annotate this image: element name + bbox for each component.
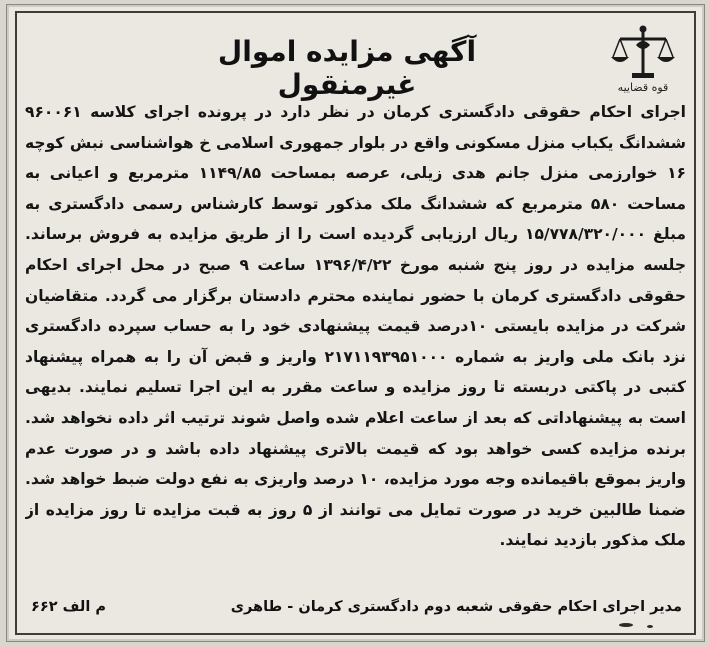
notice-header (7, 23, 704, 101)
newspaper-clipping (6, 4, 705, 642)
ink-speck (619, 623, 633, 627)
notice-signature: مدیر اجرای احکام حقوقی شعبه دوم دادگستری کرمان - طاهری (230, 599, 682, 615)
judiciary-emblem (608, 23, 678, 99)
ink-speck (647, 625, 653, 628)
notice-footer (27, 599, 682, 625)
emblem-caption: قوه قضاییه (617, 81, 669, 94)
ad-code: م الف ۶۶۲ (31, 599, 106, 615)
notice-body: اجرای احکام حقوقی دادگستری کرمان در نظر دارد در پرونده اجرای کلاسه ۹۶۰۰۶۱ ششدانگ یکباب منزل مسکونی واقع در بلوار جمهوری اسلامی خ هواشناسی نبش کوچه ۱۶ خوارزمی منزل جانم هدی زیلی، عرصه بمساحت ۱۱۴۹/۸۵ مترمربع و اعیانی به مساحت ۵۸۰ مترمربع که ششدانگ ملک مذکور توسط کارشناس رسمی دادگستری به مبلغ ۱۵/۷۷۸/۳۲۰/۰۰۰ ریال ارزیابی گردیده است را از طریق مزایده به فروش برساند. جلسه مزایده در روز پنج شنبه مورخ ۱۳۹۶/۴/۲۲ ساعت ۹ صبح در محل اجرای احکام حقوقی دادگستری کرمان با حضور نماینده محترم دادستان برگزار می گردد. متقاضیان شرکت در مزایده بایستی ۱۰درصد قیمت پیشنهادی خود را به حساب سپرده دادگستری نزد بانک ملی واریز به شماره ۲۱۷۱۱۹۳۹۵۱۰۰۰ واریز و قبض آن را به همراه پیشنهاد کتبی در پاکتی دربسته تا روز مزایده و ساعت مقرر به این اجرا تسلیم نمایند. بدیهی است به پیشنهاداتی که بعد از ساعت اعلام شده واصل شوند ترتیب اثر داده نخواهد شد. برنده مزایده کسی خواهد بود که قیمت بالاتری پیشنهاد داده باشد و در صورت عدم واریز بموقع باقیمانده وجه مورد مزایده، ۱۰ درصد واریزی به نفع دولت ضبط خواهد شد. ضمنا طالبین خرید در صورت تمایل می توانند از ۵ روز به قبت مزایده تا روز مزایده از ملک مذکور بازدید نمایند. (25, 103, 686, 550)
notice-title: آگهی مزایده اموال غیرمنقول (217, 35, 477, 101)
scales-of-justice-icon (608, 23, 678, 83)
